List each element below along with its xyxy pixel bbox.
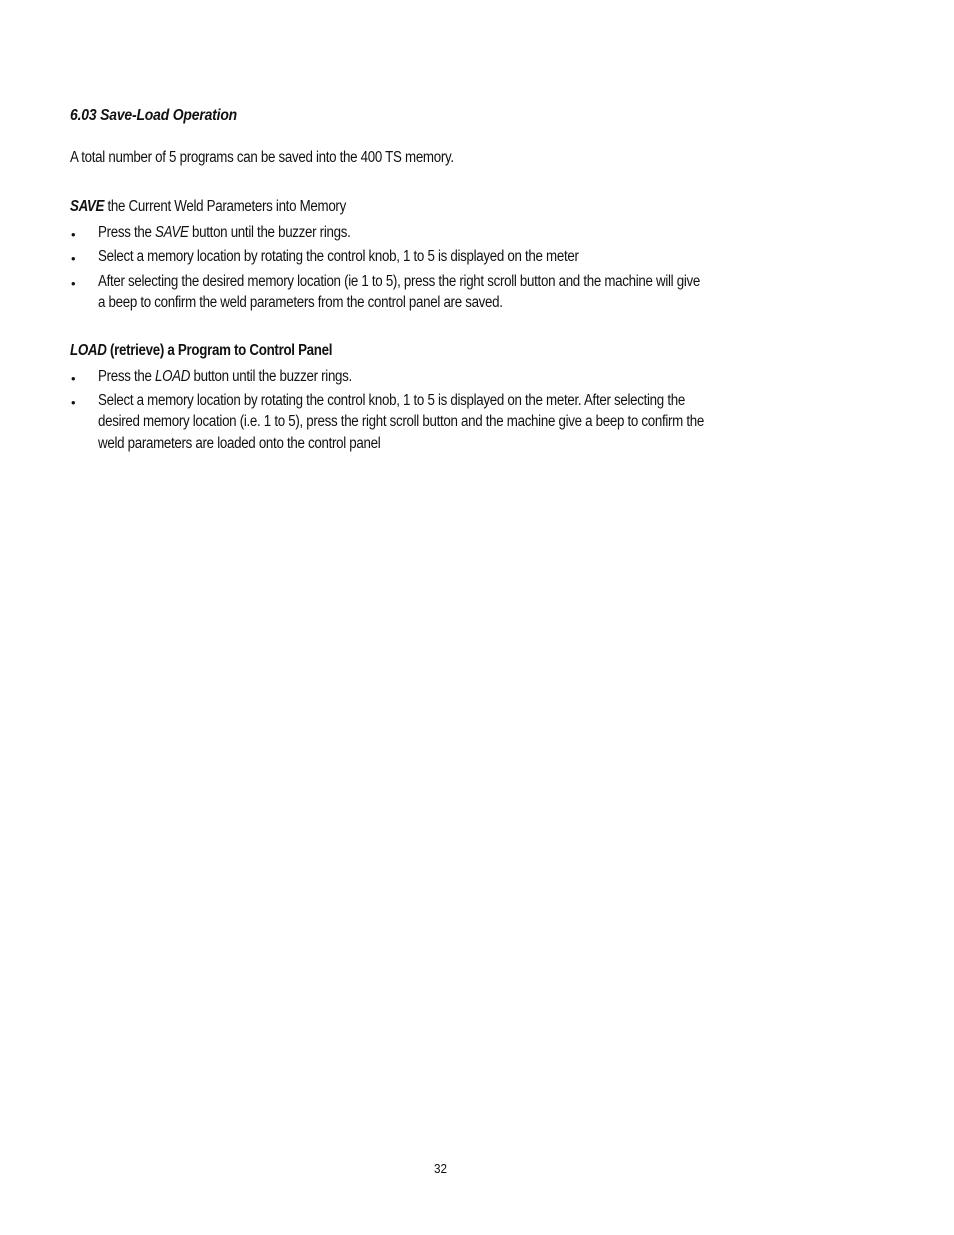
- load-list-item-2-line-1: Select a memory location by rotating the control knob, 1 to 5 is displayed on the meter. After selecting the: [98, 392, 685, 409]
- save-item-1-pre: Press the: [98, 224, 156, 241]
- save-list-item-2: Select a memory location by rotating the control knob, 1 to 5 is displayed on the meter: [98, 248, 579, 265]
- load-heading: [70, 342, 332, 360]
- bullet-icon: •: [71, 371, 76, 386]
- bullet-icon: •: [71, 276, 76, 291]
- save-item-1-post: button until the buzzer rings.: [188, 224, 351, 241]
- save-list-item-3-line-2: a beep to confirm the weld parameters from the control panel are saved.: [98, 294, 503, 311]
- load-heading-text: (retrieve) a Program to Control Panel: [106, 342, 333, 359]
- page-number: 32: [434, 1161, 448, 1176]
- bullet-icon: •: [71, 227, 76, 242]
- load-heading-keyword: LOAD: [70, 342, 107, 359]
- load-item-1-pre: Press the: [98, 368, 156, 385]
- save-heading-text: the Current Weld Parameters into Memory: [104, 198, 346, 215]
- load-item-1-keyword: LOAD: [155, 368, 191, 385]
- save-heading: [70, 198, 346, 216]
- load-list-item-2-line-2: desired memory location (i.e. 1 to 5), press the right scroll button and the machine give a beep to confirm the: [98, 413, 705, 430]
- load-item-1-post: button until the buzzer rings.: [190, 368, 352, 385]
- section-title: 6.03 Save-Load Operation: [70, 107, 238, 124]
- save-heading-keyword: SAVE: [70, 198, 105, 215]
- intro-paragraph: A total number of 5 programs can be saved into the 400 TS memory.: [70, 149, 454, 166]
- bullet-icon: •: [71, 251, 76, 266]
- load-list-item-2-line-3: weld parameters are loaded onto the control panel: [98, 435, 381, 452]
- save-list-item-3-line-1: After selecting the desired memory location (ie 1 to 5), press the right scroll button and the machine will give: [98, 273, 700, 290]
- save-item-1-keyword: SAVE: [155, 224, 189, 241]
- load-list-item-1: [98, 366, 352, 388]
- save-list-item-1: [98, 222, 350, 244]
- bullet-icon: •: [71, 395, 76, 410]
